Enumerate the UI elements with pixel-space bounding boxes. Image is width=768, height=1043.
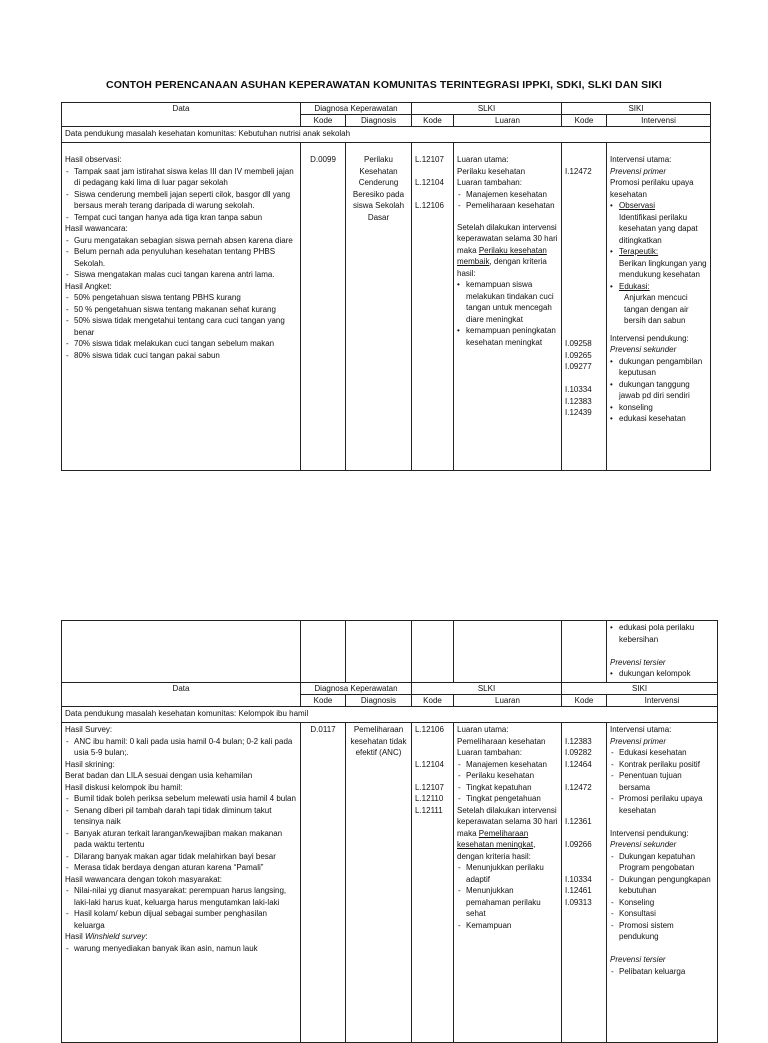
- diskusi-list: [65, 793, 297, 874]
- slki-code: L.12107: [415, 155, 444, 164]
- siki-code: I.12472: [565, 782, 592, 792]
- list-item: - Nilai-nilai yg dianut masyarakat: perempuan harus langsing, laki-laki harus kuat, keluarga harus mengutamkan laki-laki: [65, 885, 297, 908]
- page-title: CONTOH PERENCANAAN ASUHAN KEPERAWATAN KOMUNITAS TERINTEGRASI IPPKI, SDKI, SLKI DAN SIKI: [106, 79, 662, 91]
- list-item: • dukungan kelompok: [610, 668, 714, 680]
- header-kode: Kode: [562, 115, 607, 127]
- winshield-pre: Hasil: [65, 932, 86, 941]
- cont-tersier-list: [610, 668, 714, 680]
- header-siki: SIKI: [562, 103, 711, 115]
- data-cell: [62, 723, 301, 1043]
- list-item: [610, 281, 707, 327]
- list-item: - Tingkat kepatuhan: [457, 782, 558, 794]
- list-item: - Kontrak perilaku positif: [610, 759, 714, 771]
- header-intervensi: Intervensi: [607, 115, 711, 127]
- survey-list: [65, 736, 297, 759]
- list-item: - Dilarang banyak makan agar tidak melahirkan bayi besar: [65, 851, 297, 863]
- header-diagnosis: Diagnosis: [346, 695, 412, 707]
- siki-code: [565, 851, 603, 863]
- list-item: [610, 200, 707, 246]
- dx-code: D.0117: [310, 725, 336, 734]
- criteria-intro-end: , dengan kriteria hasil:: [457, 840, 536, 861]
- slki-code: L.12107: [415, 782, 444, 792]
- criteria-intro: [457, 805, 558, 863]
- siki-code: I.09282: [565, 748, 592, 757]
- list-item: • dukungan tanggung jawab pd diri sendiri: [610, 379, 707, 402]
- list-item: - Merasa tidak berdaya dengan aturan karena “Pamali”: [65, 862, 297, 874]
- care-plan-table-pregnant: [61, 620, 718, 1043]
- siki-code: I.12461: [565, 886, 592, 895]
- list-item: - Menunjukkan pemahaman perilaku sehat: [457, 885, 558, 920]
- header-intervensi: Intervensi: [607, 695, 718, 707]
- edu-text: Anjurkan mencuci tangan dengan air bersih dan sabun: [624, 293, 689, 325]
- skrining-text: Berat badan dan LILA sesuai dengan usia kehamilan: [65, 771, 253, 780]
- list-item: - Dukungan kepatuhan Program pengobatan: [610, 851, 714, 874]
- list-item: - Pelibatan keluarga: [610, 966, 714, 978]
- header-kode: Kode: [562, 695, 607, 707]
- luaran-tambahan-title: Luaran tambahan:: [457, 178, 522, 187]
- slki-code: L.12106: [415, 201, 444, 210]
- siki-code: I.10334: [565, 385, 592, 394]
- angket-title: Hasil Angket:: [65, 281, 112, 291]
- slki-code: L.12106: [415, 725, 444, 734]
- criteria-target: Perilaku kesehatan membaik: [457, 245, 547, 266]
- prev-tersier: Prevensi tersier: [610, 657, 666, 667]
- obs-list: [65, 166, 297, 224]
- header-diagnosa: Diagnosa Keperawatan: [301, 683, 412, 695]
- winshield-title: [65, 931, 297, 943]
- list-item: - Penentuan tujuan bersama: [610, 770, 714, 793]
- criteria-list: [457, 279, 558, 348]
- dx-code-cell: [301, 143, 346, 471]
- header-diagnosis: Diagnosis: [346, 115, 412, 127]
- list-item: • kemampuan peningkatan kesehatan meningkat: [457, 325, 558, 348]
- slki-code: L.12111: [415, 805, 443, 815]
- header-kode: Kode: [301, 695, 346, 707]
- criteria-intro: [457, 222, 558, 280]
- luaran-tambahan-list: [457, 189, 558, 212]
- list-item: • kemampuan siswa melakukan tindakan cuci tangan untuk mencegah diare meningkat: [457, 279, 558, 325]
- list-item: - Dukungan pengungkapan kebutuhan: [610, 874, 714, 897]
- list-item: - Manajemen kesehatan: [457, 759, 558, 771]
- list-item: - Tingkat pengetahuan: [457, 793, 558, 805]
- utama-list: [610, 747, 714, 816]
- list-item: - 70% siswa tidak melakukan cuci tangan sebelum makan: [65, 338, 297, 350]
- header-data: Data: [62, 683, 301, 707]
- siki-code: [565, 862, 603, 874]
- slki-code-cell: [412, 143, 454, 471]
- luaran-utama-title: Luaran utama:: [457, 155, 509, 164]
- ter-text: Berikan lingkungan yang mendukung kesehatan: [619, 258, 707, 279]
- list-item: [610, 246, 707, 281]
- header-siki: SIKI: [562, 683, 718, 695]
- int-utama-title: Intervensi utama:: [610, 155, 672, 164]
- section-title: Data pendukung masalah kesehatan komunitas: Kebutuhan nutrisi anak sekolah: [62, 127, 711, 143]
- header-slki: SLKI: [412, 683, 562, 695]
- header-diagnosa: Diagnosa Keperawatan: [301, 103, 412, 115]
- list-item: - Guru mengatakan sebagian siswa pernah absen karena diare: [65, 235, 297, 247]
- criteria-target: Pemeliharaan kesehatan meningkat: [457, 828, 534, 849]
- angket-list: [65, 292, 297, 361]
- dx-code: D.0099: [310, 155, 336, 164]
- section-title: Data pendukung masalah kesehatan komunitas: Kelompok ibu hamil: [62, 707, 718, 723]
- care-plan-table-school: [61, 102, 711, 471]
- slki-code: L.12104: [415, 759, 444, 769]
- obs-text: Identifikasi perilaku kesehatan yang dapat ditingkatkan: [619, 212, 698, 245]
- header-kode: Kode: [412, 115, 454, 127]
- cont-empty: [454, 621, 562, 683]
- winshield-list: [65, 943, 297, 955]
- list-item: • dukungan pengambilan keputusan: [610, 356, 707, 379]
- tokoh-list: [65, 885, 297, 931]
- list-item: - 80% siswa tidak cuci tangan pakai sabun: [65, 350, 297, 362]
- int-utama-title: Intervensi utama:: [610, 725, 672, 734]
- cont-empty: [562, 621, 607, 683]
- header-kode: Kode: [301, 115, 346, 127]
- cont-empty: [62, 621, 301, 683]
- slki-code: L.12110: [415, 794, 444, 803]
- tokoh-title: Hasil wawancara dengan tokoh masyarakat:: [65, 874, 222, 884]
- diskusi-title: Hasil diskusi kelompok ibu hamil:: [65, 782, 183, 792]
- siki-code: I.09313: [565, 897, 592, 907]
- list-item: - Tempat cuci tangan hanya ada tiga kran tanpa sabun: [65, 212, 297, 224]
- dx-name: Perilaku Kesehatan Cenderung Beresiko pada siswa Sekolah Dasar: [352, 155, 405, 222]
- header-luaran: Luaran: [454, 695, 562, 707]
- list-item: - Pemeliharaan kesehatan: [457, 200, 558, 212]
- list-item: - Hasil kolam/ kebun dijual sebagai sumber penghasilan keluarga: [65, 908, 297, 931]
- edu-label: Edukasi:: [619, 281, 650, 291]
- siki-code: I.12383: [565, 736, 592, 746]
- siki-code: I.09266: [565, 840, 592, 849]
- header-luaran: Luaran: [454, 115, 562, 127]
- dx-name-cell: [346, 723, 412, 1043]
- pendukung-list: [610, 356, 707, 425]
- list-item: - Belum pernah ada penyuluhan kesehatan tentang PHBS Sekolah.: [65, 246, 297, 269]
- slki-code: L.12104: [415, 178, 444, 187]
- pendukung-list: [610, 851, 714, 943]
- siki-code: I.12439: [565, 408, 592, 417]
- luaran-utama: Perilaku kesehatan: [457, 166, 526, 176]
- int-pendukung-title: Intervensi pendukung:: [610, 333, 689, 343]
- list-item: - Promosi perilaku upaya kesehatan: [610, 793, 714, 816]
- list-item: - Edukasi kesehatan: [610, 747, 714, 759]
- luaran-utama: Pemeliharaan kesehatan: [457, 736, 546, 746]
- list-item: - Perilaku kesehatan: [457, 770, 558, 782]
- list-item: - 50 % pengetahuan siswa tentang makanan sehat kurang: [65, 304, 297, 316]
- criteria-intro-text: Setelah dilakukan intervensi keperawatan selama 30 hari maka: [457, 805, 558, 838]
- siki-code: I.09265: [565, 350, 592, 360]
- list-item: • edukasi pola perilaku kebersihan: [610, 622, 714, 645]
- obs-label: Observasi: [619, 201, 656, 210]
- list-item: - Tampak saat jam istirahat siswa kelas III dan IV membeli jajan di pedagang kaki lima di luar pagar sekolah: [65, 166, 297, 189]
- ter-label: Terapeutik:: [619, 247, 659, 256]
- int-main: Promosi perilaku upaya kesehatan: [610, 178, 694, 199]
- siki-code: I.12464: [565, 759, 592, 769]
- siki-code: I.12472: [565, 166, 592, 176]
- cont-empty: [301, 621, 346, 683]
- list-item: - 50% pengetahuan siswa tentang PBHS kurang: [65, 292, 297, 304]
- criteria-intro-end: , dengan kriteria hasil:: [457, 257, 547, 278]
- siki-code: [565, 828, 603, 840]
- obs-title: Hasil observasi:: [65, 155, 122, 164]
- list-item: - Banyak aturan terkait larangan/kewajiban makan makanan pada waktu tertentu: [65, 828, 297, 851]
- list-item: • konseling: [610, 402, 707, 414]
- list-item: - Konseling: [610, 897, 714, 909]
- siki-code: I.09277: [565, 362, 592, 371]
- survey-title: Hasil Survey:: [65, 725, 113, 734]
- header-kode: Kode: [412, 695, 454, 707]
- winshield-italic: Winshield survey: [85, 932, 146, 941]
- winshield-post: :: [145, 932, 148, 941]
- criteria-intro-text: Setelah dilakukan intervensi keperawatan selama 30 hari maka: [457, 222, 558, 255]
- list-item: - Manajemen kesehatan: [457, 189, 558, 201]
- list-item: - Bumil tidak boleh periksa sebelum melewati usia hamil 4 bulan: [65, 793, 297, 805]
- luaran-utama-title: Luaran utama:: [457, 725, 509, 734]
- luaran-tambahan-title: Luaran tambahan:: [457, 748, 522, 757]
- tersier-list: [610, 966, 714, 978]
- int-pendukung-title: Intervensi pendukung:: [610, 828, 689, 838]
- siki-code: I.12361: [565, 817, 592, 826]
- list-item: - Kemampuan: [457, 920, 558, 932]
- data-cell: [62, 143, 301, 471]
- list-item: - Siswa cenderung membeli jajan seperti cilok, basgor dll yang bersaus merah terang daripada di warung sekolah.: [65, 189, 297, 212]
- cont-empty: [412, 621, 454, 683]
- skrining-title: Hasil skrining:: [65, 759, 115, 769]
- cont-intervensi: [607, 621, 718, 683]
- slki-code-cell: [412, 723, 454, 1043]
- dx-name: Pemeliharaan kesehatan tidak efektif (ANC): [350, 725, 407, 757]
- prev-primer: Prevensi primer: [610, 166, 667, 176]
- dx-code-cell: [301, 723, 346, 1043]
- luaran-cell: [454, 143, 562, 471]
- waw-title: Hasil wawancara:: [65, 224, 128, 233]
- intervensi-cell: [607, 723, 718, 1043]
- luaran-tambahan-list: [457, 759, 558, 805]
- dx-name-cell: [346, 143, 412, 471]
- list-item: - Promosi sistem pendukung: [610, 920, 714, 943]
- int-steps: [610, 200, 707, 327]
- prev-primer: Prevensi primer: [610, 736, 667, 746]
- header-slki: SLKI: [412, 103, 562, 115]
- list-item: - ANC ibu hamil: 0 kali pada usia hamil 0-4 bulan; 0-2 kali pada usia 5-9 bulan;.: [65, 736, 297, 759]
- list-item: - Menunjukkan perilaku adaptif: [457, 862, 558, 885]
- siki-code: I.09258: [565, 339, 592, 348]
- luaran-cell: [454, 723, 562, 1043]
- list-item: - Konsultasi: [610, 908, 714, 920]
- header-data: Data: [62, 103, 301, 127]
- prev-sekunder: Prevensi sekunder: [610, 345, 677, 354]
- siki-code-cell: [562, 723, 607, 1043]
- list-item: - warung menyediakan banyak ikan asin, namun lauk: [65, 943, 297, 955]
- criteria-list: [457, 862, 558, 931]
- cont-list: [610, 622, 714, 645]
- slki-code: [415, 770, 450, 782]
- prev-tersier: Prevensi tersier: [610, 955, 666, 964]
- siki-code: I.12383: [565, 396, 592, 406]
- list-item: - Senang diberi pil tambah darah tapi tidak diminum takut tensinya naik: [65, 805, 297, 828]
- list-item: • edukasi kesehatan: [610, 413, 707, 425]
- siki-code: I.10334: [565, 874, 592, 884]
- siki-code-cell: [562, 143, 607, 471]
- list-item: - Siswa mengatakan malas cuci tangan karena antri lama.: [65, 269, 297, 281]
- list-item: - 50% siswa tidak mengetahui tentang cara cuci tangan yang benar: [65, 315, 297, 338]
- intervensi-cell: [607, 143, 711, 471]
- waw-list: [65, 235, 297, 281]
- siki-code: [565, 770, 603, 782]
- cont-empty: [346, 621, 412, 683]
- prev-sekunder: Prevensi sekunder: [610, 840, 677, 849]
